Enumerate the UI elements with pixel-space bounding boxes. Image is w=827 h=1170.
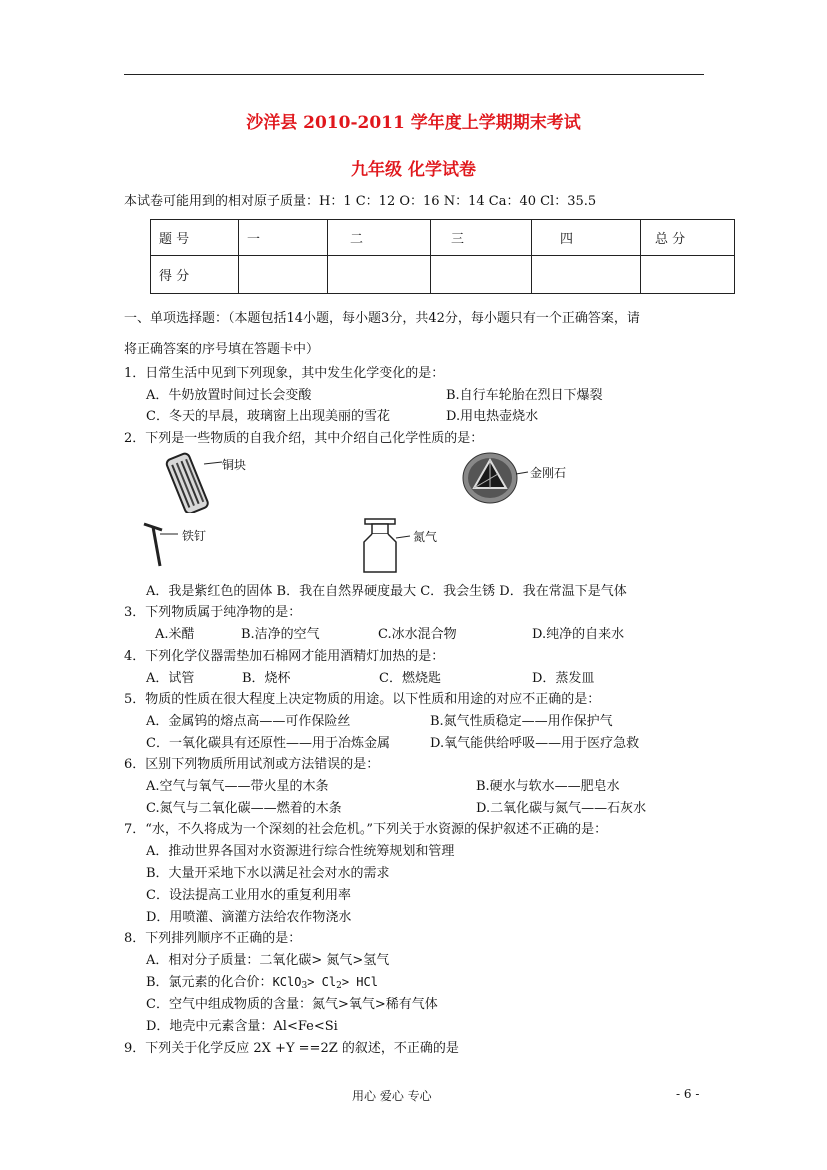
q5-stem: 5．物质的性质在很大程度上决定物质的用途。以下性质和用途的对应不正确的是： — [124, 692, 601, 707]
gt-sign: > — [307, 975, 322, 989]
score-header-cell: 三 — [431, 220, 532, 256]
q8-stem: 8．下列排列顺序不正确的是： — [124, 931, 302, 946]
q5-option-c: C．一氧化碳具有还原性——用于冶炼金属 — [146, 736, 390, 751]
q6-option-b: B.硬水与软水——肥皂水 — [476, 779, 620, 794]
copper-block-label: 铜块 — [222, 458, 247, 472]
q3-option-a: A.米醋 — [155, 627, 195, 642]
iron-nail-image — [138, 518, 188, 570]
q5-option-b: B.氮气性质稳定——用作保护气 — [430, 714, 613, 729]
q2-options: A．我是紫红色的固体 B．我在自然界硬度最大 C．我会生锈 D．我在常温下是气体 — [146, 584, 627, 599]
score-input-cell[interactable] — [239, 256, 328, 294]
q8-option-a: A．相对分子质量：二氧化碳> 氮气>氢气 — [146, 953, 390, 968]
section1-heading: 一、单项选择题：（本题包括14小题，每小题3分，共42分，每小题只有一个正确答案，请 — [124, 311, 640, 326]
q1-stem: 1．日常生活中见到下列现象，其中发生化学变化的是： — [124, 366, 445, 381]
q8-option-b-prefix: B．氯元素的化合价： — [146, 975, 273, 990]
header-rule — [124, 74, 704, 75]
score-header-cell: 二 — [328, 220, 431, 256]
q7-option-d: D．用喷灌、滴灌方法给农作物浇水 — [146, 910, 352, 925]
q2-stem: 2．下列是一些物质的自我介绍，其中介绍自己化学性质的是： — [124, 431, 484, 446]
q1-option-b: B.自行车轮胎在烈日下爆裂 — [446, 388, 603, 403]
q7-option-c: C．设法提高工业用水的重复利用率 — [146, 888, 351, 903]
q7-option-a: A．推动世界各国对水资源进行综合性统筹规划和管理 — [146, 844, 455, 859]
q1-option-a: A．牛奶放置时间过长会变酸 — [146, 388, 312, 403]
score-table — [150, 219, 735, 294]
q3-option-d: D.纯净的自来水 — [532, 627, 625, 642]
score-header-cell: 总 分 — [641, 220, 735, 256]
iron-nail-label: 铁钉 — [182, 529, 207, 543]
score-input-cell[interactable] — [532, 256, 641, 294]
q6-stem: 6．区别下列物质所用试剂或方法错误的是： — [124, 757, 380, 772]
exam-subtitle: 九年级 化学试卷 — [351, 160, 476, 180]
q9-stem: 9．下列关于化学反应 2X +Y ==2Z 的叙述，不正确的是 — [124, 1041, 459, 1056]
q4-stem: 4．下列化学仪器需垫加石棉网才能用酒精灯加热的是： — [124, 649, 445, 664]
q7-stem: 7．“水，不久将成为一个深刻的社会危机。”下列关于水资源的保护叙述不正确的是： — [124, 822, 608, 837]
q8-option-b — [146, 971, 378, 991]
subscript: 3 — [301, 981, 308, 991]
q4-option-b: B．烧杯 — [242, 671, 291, 686]
q4-option-a: A．试管 — [146, 671, 195, 686]
q8-option-d: D．地壳中元素含量：Al<Fe<Si — [146, 1019, 338, 1034]
section1-heading-cont: 将正确答案的序号填在答题卡中） — [124, 342, 320, 357]
atomic-masses-line: 本试卷可能用到的相对原子质量：H：1 C：12 O：16 N：14 Ca：40 Cl：35.5 — [124, 194, 597, 209]
formula-cl2: Cl — [321, 975, 337, 989]
q6-option-c: C.氮气与二氧化碳——燃着的木条 — [146, 801, 342, 816]
q6-option-d: D.二氧化碳与氮气——石灰水 — [476, 801, 647, 816]
q4-option-c: C．燃烧匙 — [379, 671, 441, 686]
score-header-cell: 四 — [532, 220, 641, 256]
footer-motto: 用心 爱心 专心 — [352, 1089, 432, 1103]
subscript: 2 — [336, 981, 342, 991]
q3-stem: 3．下列物质属于纯净物的是： — [124, 605, 302, 620]
diamond-image — [460, 450, 530, 506]
score-header-cell: 题 号 — [151, 220, 239, 256]
score-input-cell[interactable] — [641, 256, 735, 294]
q3-option-c: C.冰水混合物 — [378, 627, 457, 642]
score-row-label: 得 分 — [151, 256, 239, 294]
q5-option-d: D.氧气能供给呼吸——用于医疗急救 — [430, 736, 640, 751]
score-input-cell[interactable] — [328, 256, 431, 294]
score-header-cell: 一 — [239, 220, 328, 256]
formula-kclo3: KClO — [272, 975, 302, 989]
gas-bottle-image — [358, 516, 418, 576]
formula-hcl: > HCl — [341, 975, 378, 989]
exam-title: 沙洋县 2010-2011 学年度上学期期末考试 — [246, 113, 581, 133]
q4-option-d: D．蒸发皿 — [532, 671, 595, 686]
page-number: - 6 - — [676, 1087, 700, 1101]
q8-option-c: C．空气中组成物质的含量：氮气>氧气>稀有气体 — [146, 997, 438, 1012]
gas-bottle-label: 氮气 — [413, 530, 438, 544]
q1-option-d: D.用电热壶烧水 — [446, 409, 539, 424]
q5-option-a: A．金属钨的熔点高——可作保险丝 — [146, 714, 351, 729]
score-input-cell[interactable] — [431, 256, 532, 294]
q3-option-b: B.洁净的空气 — [241, 627, 320, 642]
q7-option-b: B．大量开采地下水以满足社会对水的需求 — [146, 866, 390, 881]
q6-option-a: A.空气与氧气——带火星的木条 — [146, 779, 329, 794]
q1-option-c: C．冬天的早晨，玻璃窗上出现美丽的雪花 — [146, 409, 390, 424]
diamond-label: 金刚石 — [530, 466, 567, 480]
